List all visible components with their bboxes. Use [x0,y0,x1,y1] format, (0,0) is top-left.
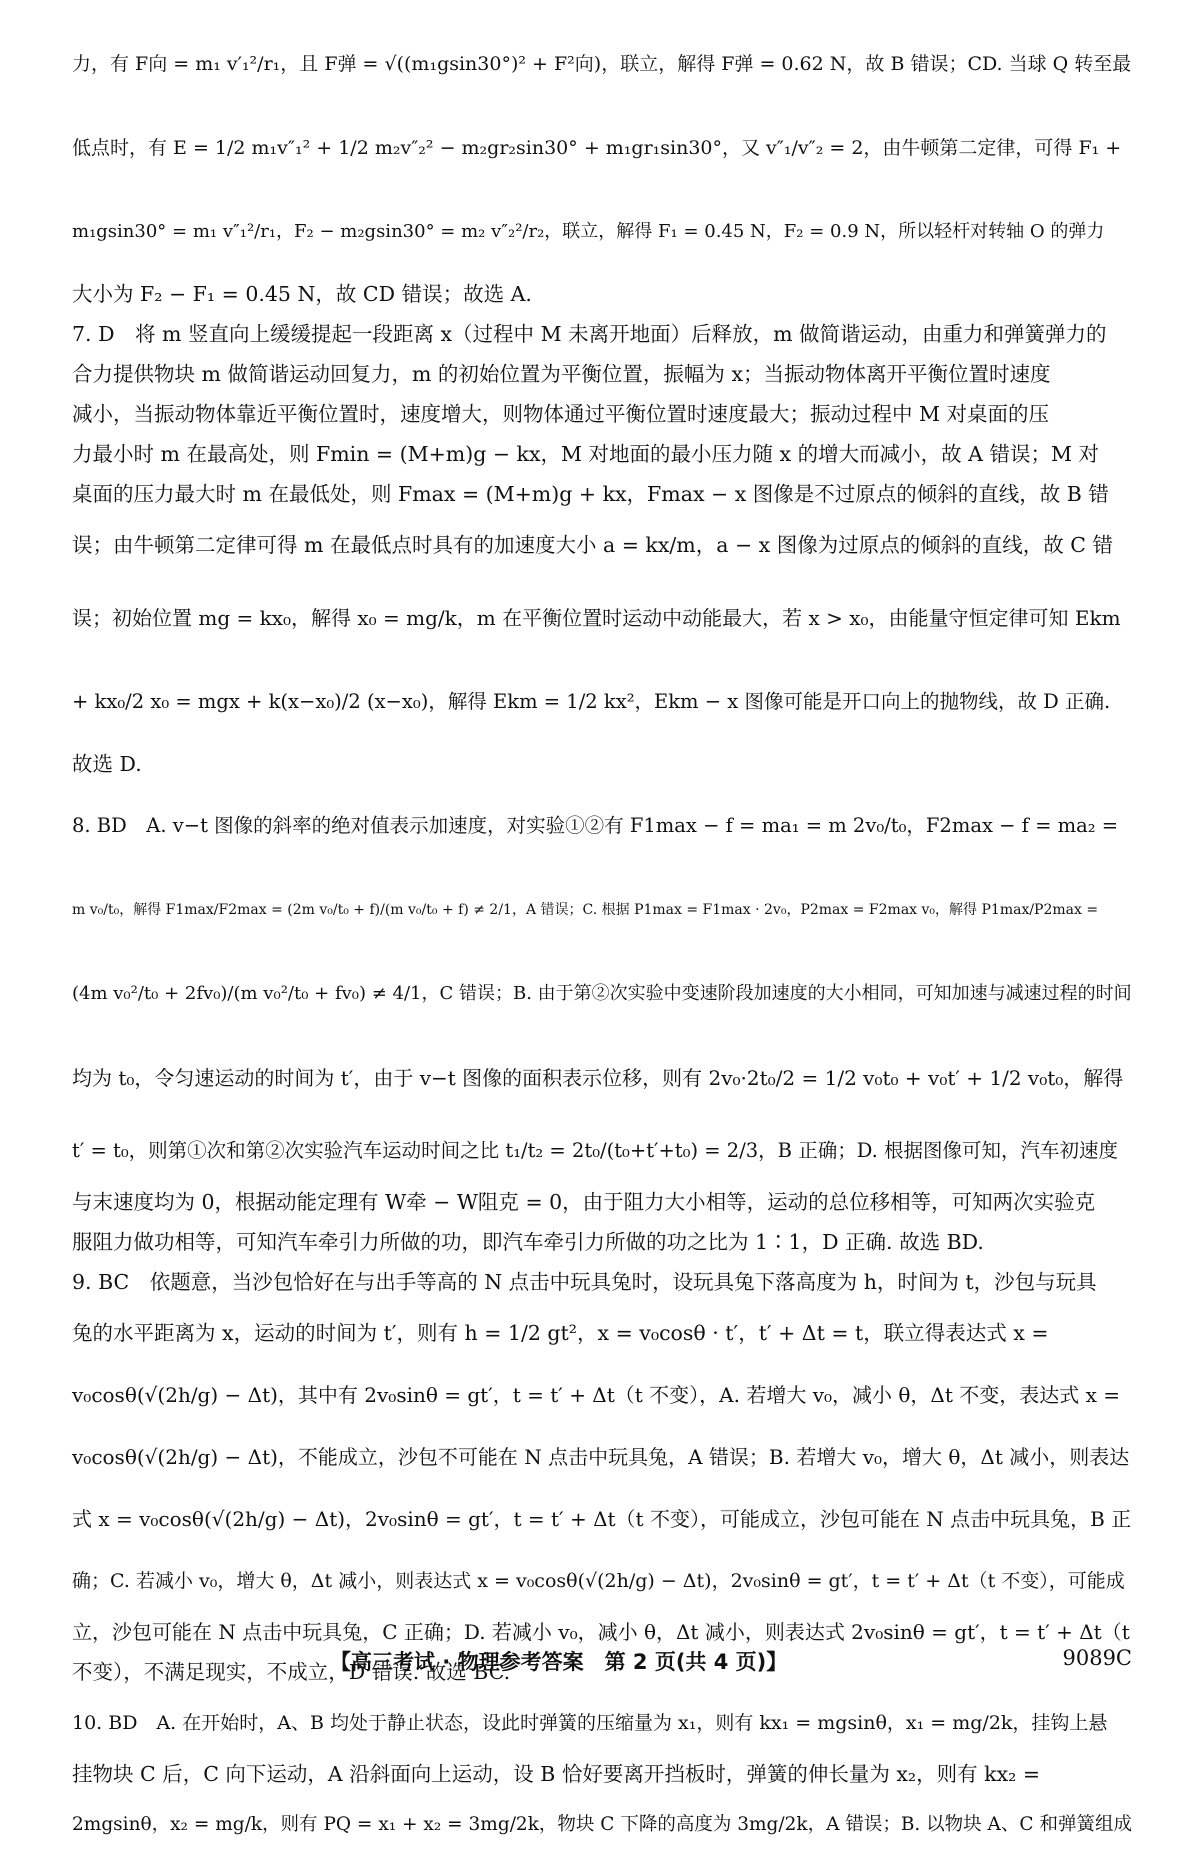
text-line: 兔的水平距离为 x，运动的时间为 t′，则有 h = 1/2 gt²，x = v₀cosθ · t′，t′ + Δt = t，联立得表达式 x = [72,1320,1049,1345]
text-line: 式 x = v₀cosθ(√(2h/g) − Δt)，2v₀sinθ = gt′，t = t′ + Δt（t 不变），可能成立，沙包可能在 N 点击中玩具兔，B 正 [72,1507,1132,1531]
text-line: 服阻力做功相等，可知汽车牵引力所做的功，即汽车牵引力所做的功之比为 1∶1，D 正确. 故选 BD. [72,1229,984,1254]
text-line: 不变），不满足现实，不成立，D 错误. 故选 BC. [72,1659,511,1684]
document-code: 9089C [1062,1646,1132,1670]
text-line: 减小，当振动物体靠近平衡位置时，速度增大，则物体通过平衡位置时速度最大；振动过程中 M 对桌面的压 [72,401,1050,426]
answer-page [72,22,1132,1856]
text-line: 确；C. 若减小 v₀，增大 θ，Δt 减小，则表达式 x = v₀cosθ(√(2h/g) − Δt)，2v₀sinθ = gt′，t = t′ + Δt（t 不变），可能成 [72,1569,1125,1592]
text-line: m v₀/t₀，解得 F1max/F2max = (2m v₀/t₀ + f)/(m v₀/t₀ + f) ≠ 2/1，A 错误；C. 根据 P1max = F1max · 2v₀，P2max = F2max v₀，解得 P1max/P2max = [72,902,1099,918]
text-line: m₁gsin30° = m₁ v″₁²/r₁，F₂ − m₂gsin30° = m₂ v″₂²/r₂，联立，解得 F₁ = 0.45 N，F₂ = 0.9 N，所以轻杆对转轴 O 的弹力 [72,221,1105,242]
text-line: 2mgsinθ，x₂ = mg/k，则有 PQ = x₁ + x₂ = 3mg/2k，物块 C 下降的高度为 3mg/2k，A 错误；B. 以物块 A、C 和弹簧组成 [72,1813,1132,1835]
text-line: v₀cosθ(√(2h/g) − Δt)，不能成立，沙包不可能在 N 点击中玩具兔，A 错误；B. 若增大 v₀，增大 θ，Δt 减小，则表达 [72,1445,1130,1469]
text-line: 合力提供物块 m 做简谐运动回复力，m 的初始位置为平衡位置，振幅为 x；当振动物体离开平衡位置时速度 [72,361,1051,386]
question-8-answer: 8. BD A. v−t 图像的斜率的绝对值表示加速度，对实验①②有 F1max − f = ma₁ = m 2v₀/t₀，F2max − f = ma₂ = [72,814,1119,838]
text-line: 均为 t₀，令匀速运动的时间为 t′，由于 v−t 图像的面积表示位移，则有 2v₀·2t₀/2 = 1/2 v₀t₀ + v₀t′ + 1/2 v₀t₀，解得 [72,1066,1124,1090]
question-9-answer: 9. BC 依题意，当沙包恰好在与出手等高的 N 点击中玩具兔时，设玩具兔下落高度为 h，时间为 t，沙包与玩具 [72,1269,1097,1294]
text-line: 立，沙包可能在 N 点击中玩具兔，C 正确；D. 若减小 v₀，减小 θ，Δt 减小，则表达式 2v₀sinθ = gt′，t = t′ + Δt（t [72,1620,1130,1644]
text-line: (4m v₀²/t₀ + 2fv₀)/(m v₀²/t₀ + fv₀) ≠ 4/1，C 错误；B. 由于第②次实验中变速阶段加速度的大小相同，可知加速与减速过程的时间 [72,983,1132,1004]
text-line: 误；初始位置 mg = kx₀，解得 x₀ = mg/k，m 在平衡位置时运动中动能最大，若 x > x₀，由能量守恒定律可知 Ekm [72,606,1121,630]
text-line: 故选 D. [72,751,142,776]
text-line: v₀cosθ(√(2h/g) − Δt)，其中有 2v₀sinθ = gt′，t = t′ + Δt（t 不变），A. 若增大 v₀，减小 θ，Δt 不变，表达式 x = [72,1383,1121,1407]
text-line: 力，有 F向 = m₁ v′₁²/r₁，且 F弹 = √((m₁gsin30°)² + F²向)，联立，解得 F弹 = 0.62 N，故 B 错误；CD. 当球 Q 转至最 [72,52,1132,75]
footer-title: 【高三考试 · 物理参考答案 第 2 页(共 4 页)】 [330,1650,788,1674]
text-line: t′ = t₀，则第①次和第②次实验汽车运动时间之比 t₁/t₂ = 2t₀/(t₀+t′+t₀) = 2/3，B 正确；D. 根据图像可知，汽车初速度 [72,1139,1119,1163]
text-line: 低点时，有 E = 1/2 m₁v″₁² + 1/2 m₂v″₂² − m₂gr₂sin30° + m₁gr₁sin30°，又 v″₁/v″₂ = 2，由牛顿第二定律，可得 F₁ + [72,136,1122,159]
text-line: 桌面的压力最大时 m 在最低处，则 Fmax = (M+m)g + kx，Fmax − x 图像是不过原点的倾斜的直线，故 B 错 [72,481,1109,506]
question-7-answer: 7. D 将 m 竖直向上缓缓提起一段距离 x（过程中 M 未离开地面）后释放，m 做简谐运动，由重力和弹簧弹力的 [72,321,1107,346]
question-10-answer: 10. BD A. 在开始时，A、B 均处于静止状态，设此时弹簧的压缩量为 x₁，则有 kx₁ = mgsinθ，x₁ = mg/2k，挂钩上悬 [72,1711,1108,1734]
page-footer [0,1640,1200,1680]
text-line: + kx₀/2 x₀ = mgx + k(x−x₀)/2 (x−x₀)，解得 Ekm = 1/2 kx²，Ekm − x 图像可能是开口向上的抛物线，故 D 正确. [72,690,1111,714]
text-line: 挂物块 C 后，C 向下运动，A 沿斜面向上运动，设 B 恰好要离开挡板时，弹簧的伸长量为 x₂，则有 kx₂ = [72,1761,1041,1786]
text-line: 误；由牛顿第二定律可得 m 在最低点时具有的加速度大小 a = kx/m，a − x 图像为过原点的倾斜的直线，故 C 错 [72,532,1113,557]
text-line: 大小为 F₂ − F₁ = 0.45 N，故 CD 错误；故选 A. [72,281,532,306]
text-line: 与末速度均为 0，根据动能定理有 W牵 − W阻克 = 0，由于阻力大小相等，运动的总位移相等，可知两次实验克 [72,1189,1096,1214]
text-line: 力最小时 m 在最高处，则 Fmin = (M+m)g − kx，M 对地面的最小压力随 x 的增大而减小，故 A 错误；M 对 [72,441,1099,466]
